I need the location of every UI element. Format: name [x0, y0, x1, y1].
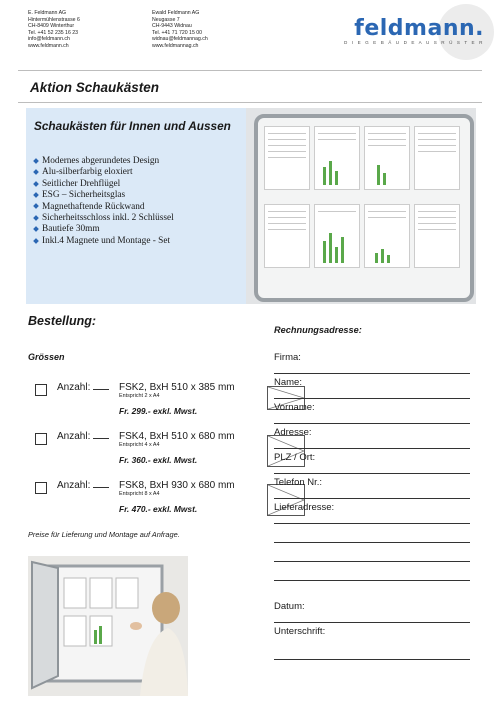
feature-item: Inkl.4 Magnete und Montage - Set [34, 236, 174, 247]
feature-heading: Schaukästen für Innen und Aussen [34, 119, 231, 133]
lieferadresse-line[interactable] [274, 561, 470, 562]
address-right [152, 10, 208, 50]
diamond-bullet-icon [33, 238, 39, 244]
address-line: E. Feldmann AG [28, 10, 67, 16]
lieferadresse-line[interactable] [274, 580, 470, 581]
feature-item: Sicherheitsschloss inkl. 2 Schlüssel [34, 213, 174, 224]
feature-item: Bautiefe 30mm [34, 224, 174, 235]
product-label: FSK2, BxH 510 x 385 mm [119, 382, 235, 393]
lieferadresse-line[interactable] [274, 542, 470, 543]
lieferadresse-field[interactable]: Lieferadresse: [274, 502, 470, 524]
feature-list [34, 156, 174, 247]
address-line: CH-8409 Winterthur [28, 23, 75, 30]
telefon-field[interactable]: Telefon Nr.: [274, 477, 470, 499]
logo-word: feldmann [354, 16, 476, 41]
diamond-bullet-icon [33, 226, 39, 232]
address-line: Hintermühlenstrasse 6 [28, 16, 80, 23]
quantity-field[interactable]: Anzahl: [57, 480, 109, 491]
name-field[interactable]: Name: [274, 377, 470, 399]
address-line: www.feldmannag.ch [152, 42, 199, 49]
quantity-field[interactable]: Anzahl: [57, 431, 109, 442]
logo-tagline: D I E G E B Ä U D E A U S R Ü S T E R [344, 40, 484, 45]
unterschrift-field[interactable]: Unterschrift: [274, 626, 470, 660]
diamond-bullet-icon [33, 215, 39, 221]
product-sub: Entspricht 2 x A4 [119, 393, 160, 399]
address-line: Neugasse 7 [152, 16, 180, 23]
header-divider [18, 70, 482, 71]
address-left [28, 10, 80, 50]
installation-photo [28, 556, 188, 696]
display-case-illustration [254, 114, 474, 302]
order-heading: Bestellung: [28, 314, 97, 328]
feature-item: Alu-silberfarbig eloxiert [34, 167, 174, 178]
feature-item: Modernes abgerundetes Design [34, 156, 174, 167]
sizes-heading: Grössen [28, 352, 65, 362]
diamond-bullet-icon [33, 169, 39, 175]
product-label: FSK8, BxH 930 x 680 mm [119, 480, 235, 491]
quantity-field[interactable]: Anzahl: [57, 382, 109, 393]
product-price: Fr. 299.- exkl. Mwst. [119, 406, 198, 416]
diamond-bullet-icon [33, 192, 39, 198]
plz-ort-field[interactable]: PLZ / Ort: [274, 452, 470, 474]
logo-dot: . [475, 16, 484, 41]
address-line: www.feldmann.ch [28, 42, 69, 49]
diamond-bullet-icon [33, 204, 39, 210]
product-sub: Entspricht 4 x A4 [119, 442, 160, 448]
page-title: Aktion Schaukästen [30, 80, 160, 95]
address-line: info@feldmann.ch [28, 36, 70, 43]
order-checkbox[interactable] [35, 482, 47, 494]
billing-heading: Rechnungsadresse: [274, 325, 362, 335]
display-case-photo [246, 108, 476, 304]
product-price: Fr. 470.- exkl. Mwst. [119, 504, 198, 514]
feature-box [26, 108, 246, 304]
feature-item: Magnethaftende Rückwand [34, 202, 174, 213]
firma-field[interactable]: Firma: [274, 352, 470, 374]
order-checkbox[interactable] [35, 433, 47, 445]
address-line: Tel. +41 52 235 16 23 [28, 29, 79, 36]
address-line: Tel. +41 71 720 15 00 [152, 29, 203, 36]
vorname-field[interactable]: Vorname: [274, 402, 470, 424]
datum-field[interactable]: Datum: [274, 601, 470, 623]
title-divider [18, 102, 482, 103]
diamond-bullet-icon [33, 181, 39, 187]
product-price: Fr. 360.- exkl. Mwst. [119, 455, 198, 465]
adresse-field[interactable]: Adresse: [274, 427, 470, 449]
address-line: CH-9443 Widnau [152, 23, 192, 30]
feldmann-logo [344, 16, 484, 45]
product-label: FSK4, BxH 510 x 680 mm [119, 431, 235, 442]
diamond-bullet-icon [33, 158, 39, 164]
feature-item: Seitlicher Drehflügel [34, 179, 174, 190]
order-checkbox[interactable] [35, 384, 47, 396]
address-line: widnau@feldmannag.ch [152, 36, 208, 43]
address-line: Ewald Feldmann AG [152, 10, 200, 16]
feature-item: ESG – Sicherheitsglas [34, 190, 174, 201]
product-sub: Entspricht 8 x A4 [119, 491, 160, 497]
price-note: Preise für Lieferung und Montage auf Anfrage. [28, 530, 180, 539]
